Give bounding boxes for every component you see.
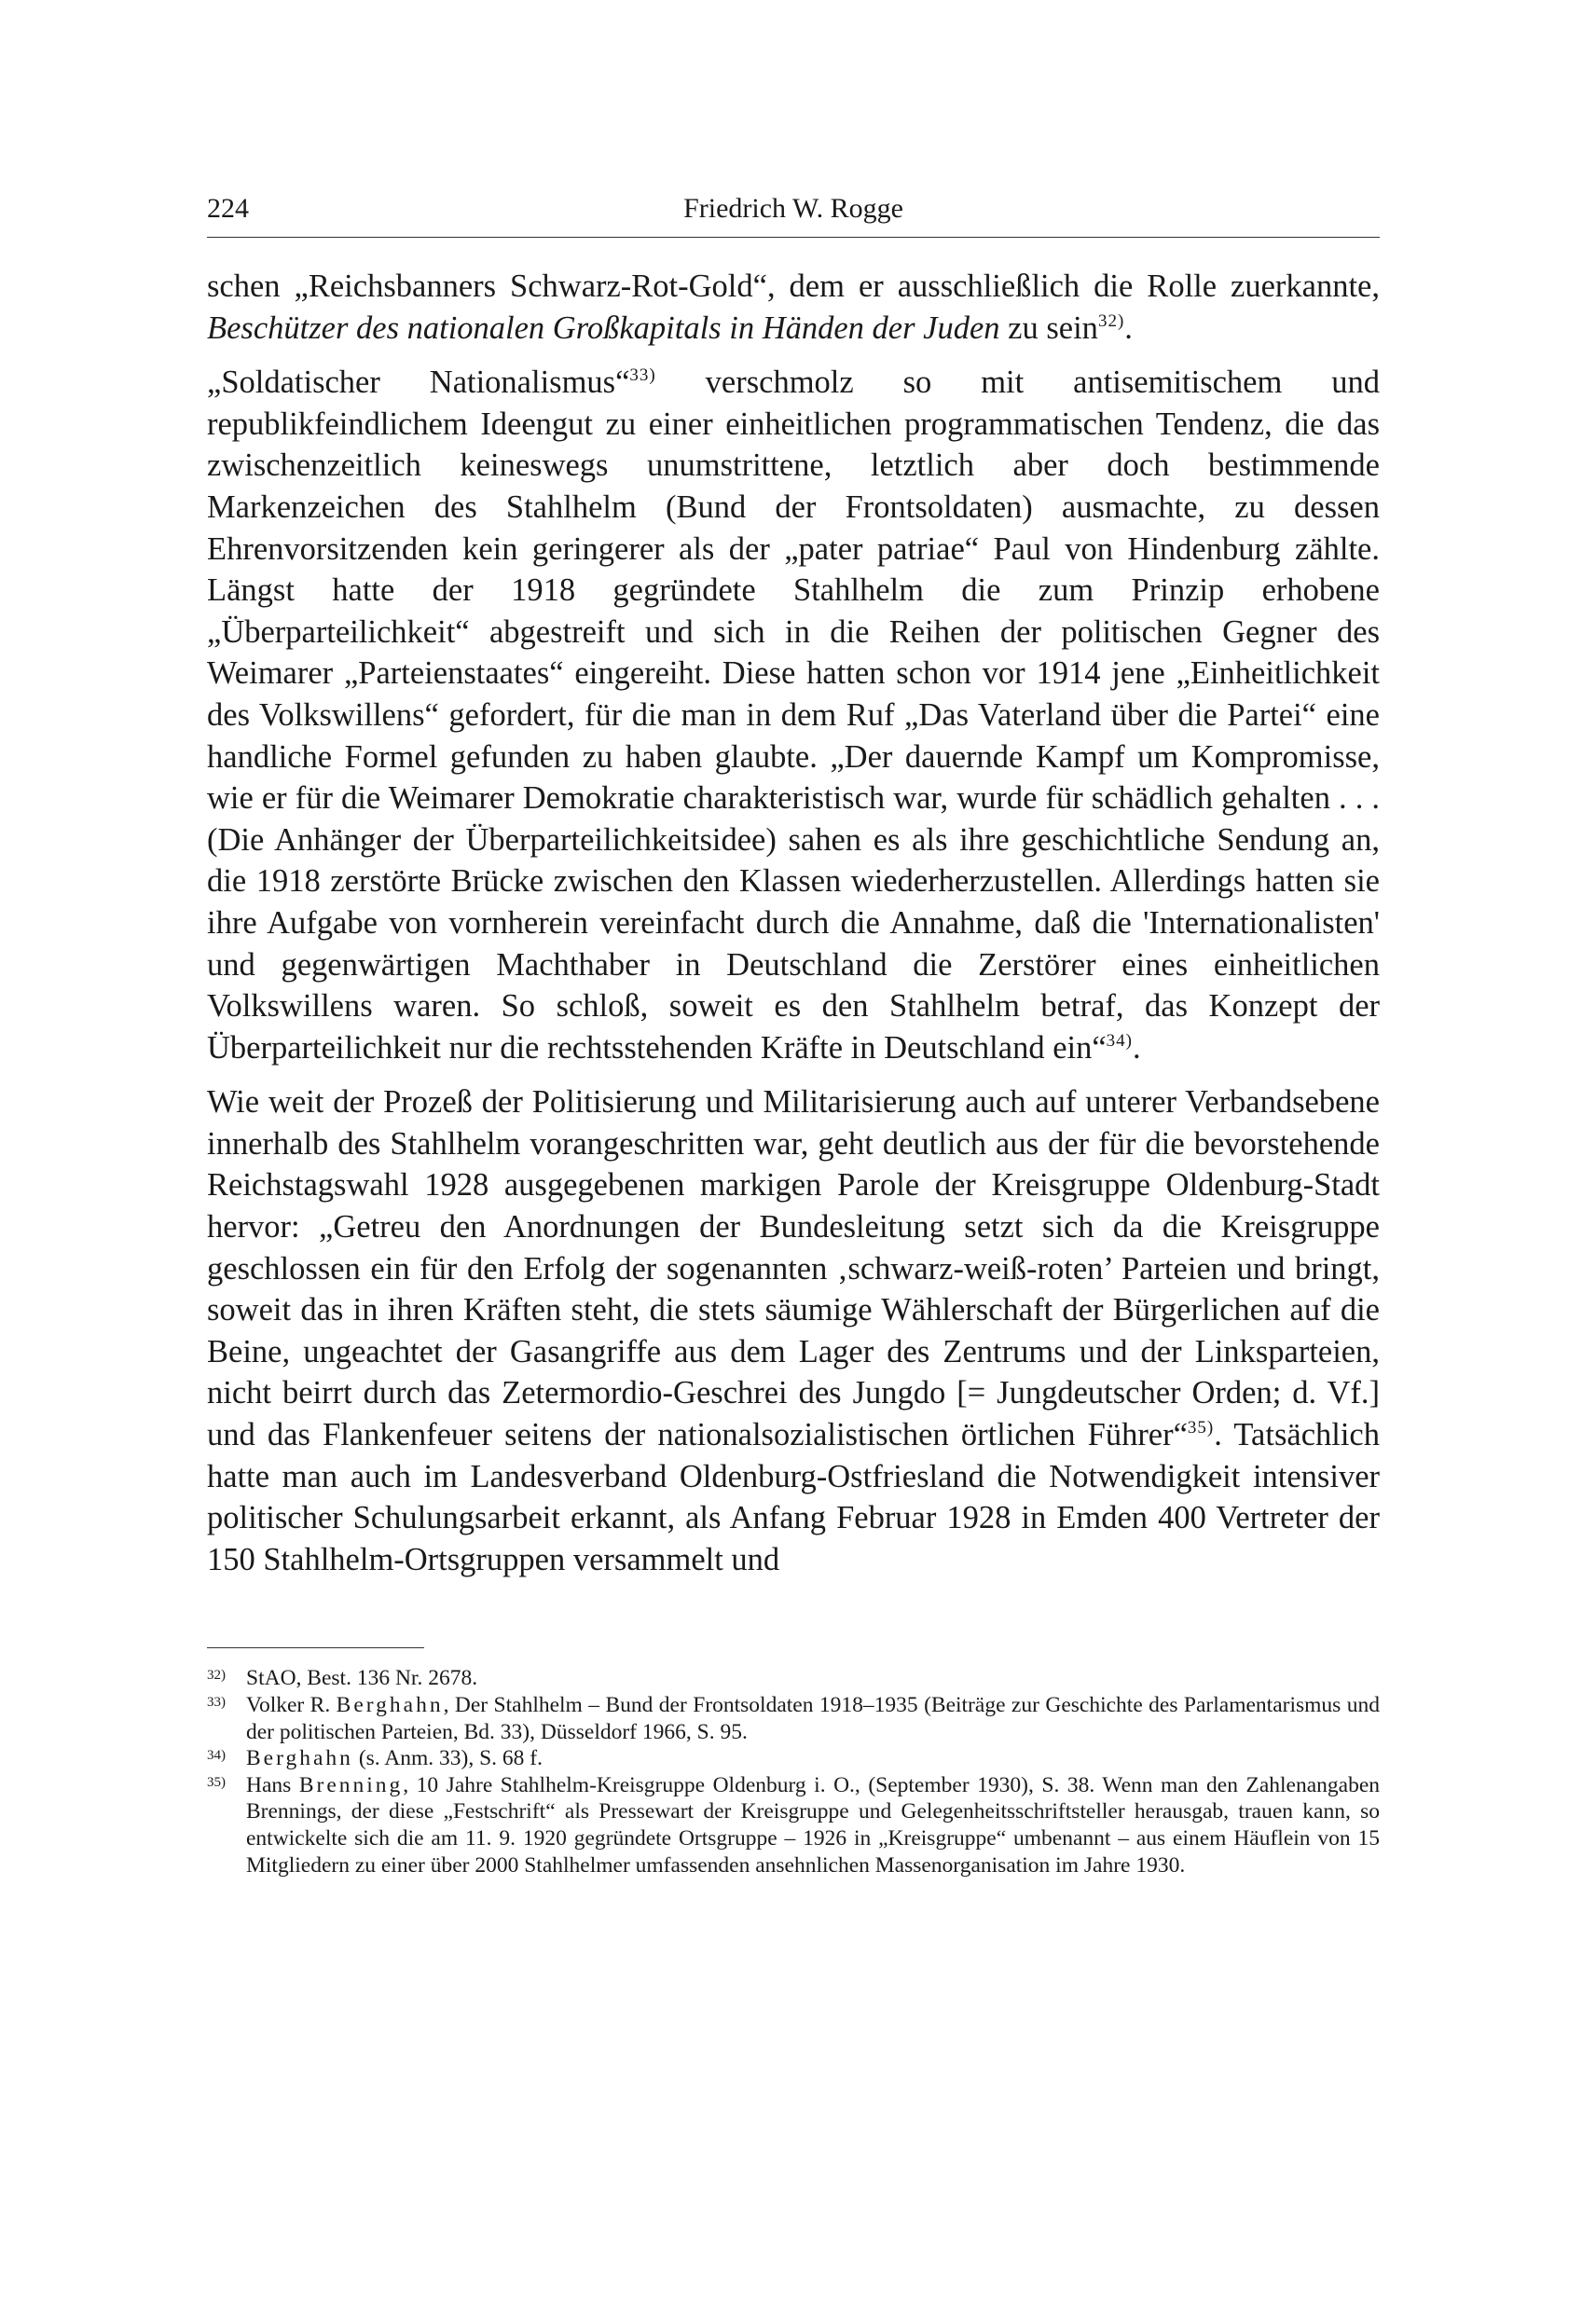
footnote-ref-35: 35) [1187, 1418, 1215, 1438]
footnote-32: $^{32)}$ StAO, Best. 136 Nr. 2678. [207, 1666, 478, 1691]
footnotes [207, 1665, 1380, 1878]
footnote-33: $^{33)}$ Volker R. Berghahn, Der Stahlhelm – Bund der Frontsoldaten 1918–1935 (Beiträge zur Geschichte des Parlamentarismus und der politischen Parteien, Bd. 33), Düsseldorf 1966, S. 95. [207, 1693, 1380, 1744]
author-name-spaced: Brenning [298, 1772, 404, 1797]
paragraph-2: „Soldatischer Nationalismus“$^{33)}$ verschmolz so mit antisemitischem und republikfeindlichem Ideengut zu einer einheitlichen programmatischen Tendenz, die das zwischenzeitlich keineswegs unumstrittene, letztlich aber doch bestimmende Markenzeichen des Stahlhelm (Bund der Frontsoldaten) ausmachte, zu dessen Ehrenvorsitzenden kein geringerer als der „pater patriae“ Paul von Hindenburg zählte. Längst hatte der 1918 gegründete Stahlhelm die zum Prinzip erhobene „Überparteilichkeit“ abgestreift und sich in die Reihen der politischen Gegner des Weimarer „Parteienstaates“ eingereiht. Diese hatten schon vor 1914 jene „Einheitlichkeit des Volkswillens“ gefordert, für die man in dem Ruf „Das Vaterland über die Partei“ eine handliche Formel gefunden zu haben glaubte. „Der dauernde Kampf um Kompromisse, wie er für die Weimarer Demokratie charakteristisch war, wurde für schädlich gehalten . . . (Die Anhänger der Überparteilichkeitsidee) sahen es als ihre geschichtliche Sendung an, die 1918 zerstörte Brücke zwischen den Klassen wiederherzustellen. Allerdings hatten sie ihre Aufgabe von vornherein vereinfacht durch die Annahme, daß die 'Internationalisten' und gegenwärtigen Machthaber in Deutschland die Zerstörer eines einheitlichen Volkswillens waren. So schloß, soweit es den Stahlhelm betraf, das Konzept der Überparteilichkeit nur die rechtsstehenden Kräfte in Deutschland ein“$^{34)}$. [207, 365, 1381, 1066]
footnote-34: $^{34)}$ Berghahn (s. Anm. 33), S. 68 f. [207, 1746, 543, 1771]
footnote-number: 32) [207, 1668, 226, 1684]
footnote-ref-32: 32) [1097, 310, 1125, 331]
running-title: Friedrich W. Rogge [683, 193, 903, 224]
book-page [207, 186, 1380, 1878]
footnote-ref-34: 34) [1106, 1030, 1133, 1051]
page-number: 224 [207, 193, 249, 224]
italic-quote: Beschützer des nationalen Großkapitals in Händen der Juden [207, 310, 1000, 346]
author-name-spaced: Berghahn [246, 1746, 353, 1771]
author-name-spaced: Berghahn [336, 1693, 444, 1717]
paragraph-3: Wie weit der Prozeß der Politisierung und Militarisierung auch auf unterer Verbandsebene innerhalb des Stahlhelm vorangeschritten war, geht deutlich aus der für die bevorstehende Reichstagswahl 1928 ausgegebenen markigen Parole der Kreisgruppe Oldenburg-Stadt hervor: „Getreu den Anordnungen der Bundesleitung setzt sich da die Kreisgruppe geschlossen ein für den Erfolg der sogenannten ‚schwarz-weiß-roten’ Parteien und bringt, soweit das in ihren Kräften steht, die stets säumige Wählerschaft der Bürgerlichen auf die Beine, ungeachtet der Gasangriffe aus dem Lager des Zentrums und der Linksparteien, nicht beirrt durch das Zetermordio-Geschrei des Jungdo [= Jungdeutscher Orden; d. Vf.] und das Flankenfeuer seitens der nationalsozialistischen örtlichen Führer“$^{35)}$. Tatsächlich hatte man auch im Landesverband Oldenburg-Ostfriesland die Notwendigkeit intensiver politischer Schulungsarbeit erkannt, als Anfang Februar 1928 in Emden 400 Vertreter der 150 Stahlhelm-Ortsgruppen versammelt und [207, 1084, 1380, 1577]
header-rule [207, 237, 1380, 238]
footnote-number: 34) [207, 1748, 226, 1764]
footnote-ref-33: 33) [629, 365, 656, 386]
footnote-number: 33) [207, 1695, 226, 1710]
footnote-number: 35) [207, 1774, 226, 1790]
paragraph-1: schen „Reichsbanners Schwarz-Rot-Gold“, dem er ausschließlich die Rolle zuerkannte, Beschützer des nationalen Großkapitals in Händen der Juden zu sein$^{32)}$. [207, 268, 1380, 346]
body-text [207, 266, 1380, 1580]
footnote-rule [207, 1647, 424, 1648]
footnote-35: $^{35)}$ Hans Brenning, 10 Jahre Stahlhelm-Kreisgruppe Oldenburg i. O., (September 1930), S. 38. Wenn man den Zahlenangaben Brennings, der diese „Festschrift“ als Pressewart der Kreisgruppe und Gelegenheitsschriftsteller herausgab, trauen kann, so entwickelte sich die am 11. 9. 1920 gegründete Ortsgruppe – 1926 in „Kreisgruppe“ umbenannt – aus einem Häuflein von 15 Mitgliedern zu einer über 2000 Stahlhelmer umfassenden ansehnlichen Massenorganisation im Jahre 1930. [207, 1772, 1380, 1878]
running-head [207, 186, 1380, 231]
